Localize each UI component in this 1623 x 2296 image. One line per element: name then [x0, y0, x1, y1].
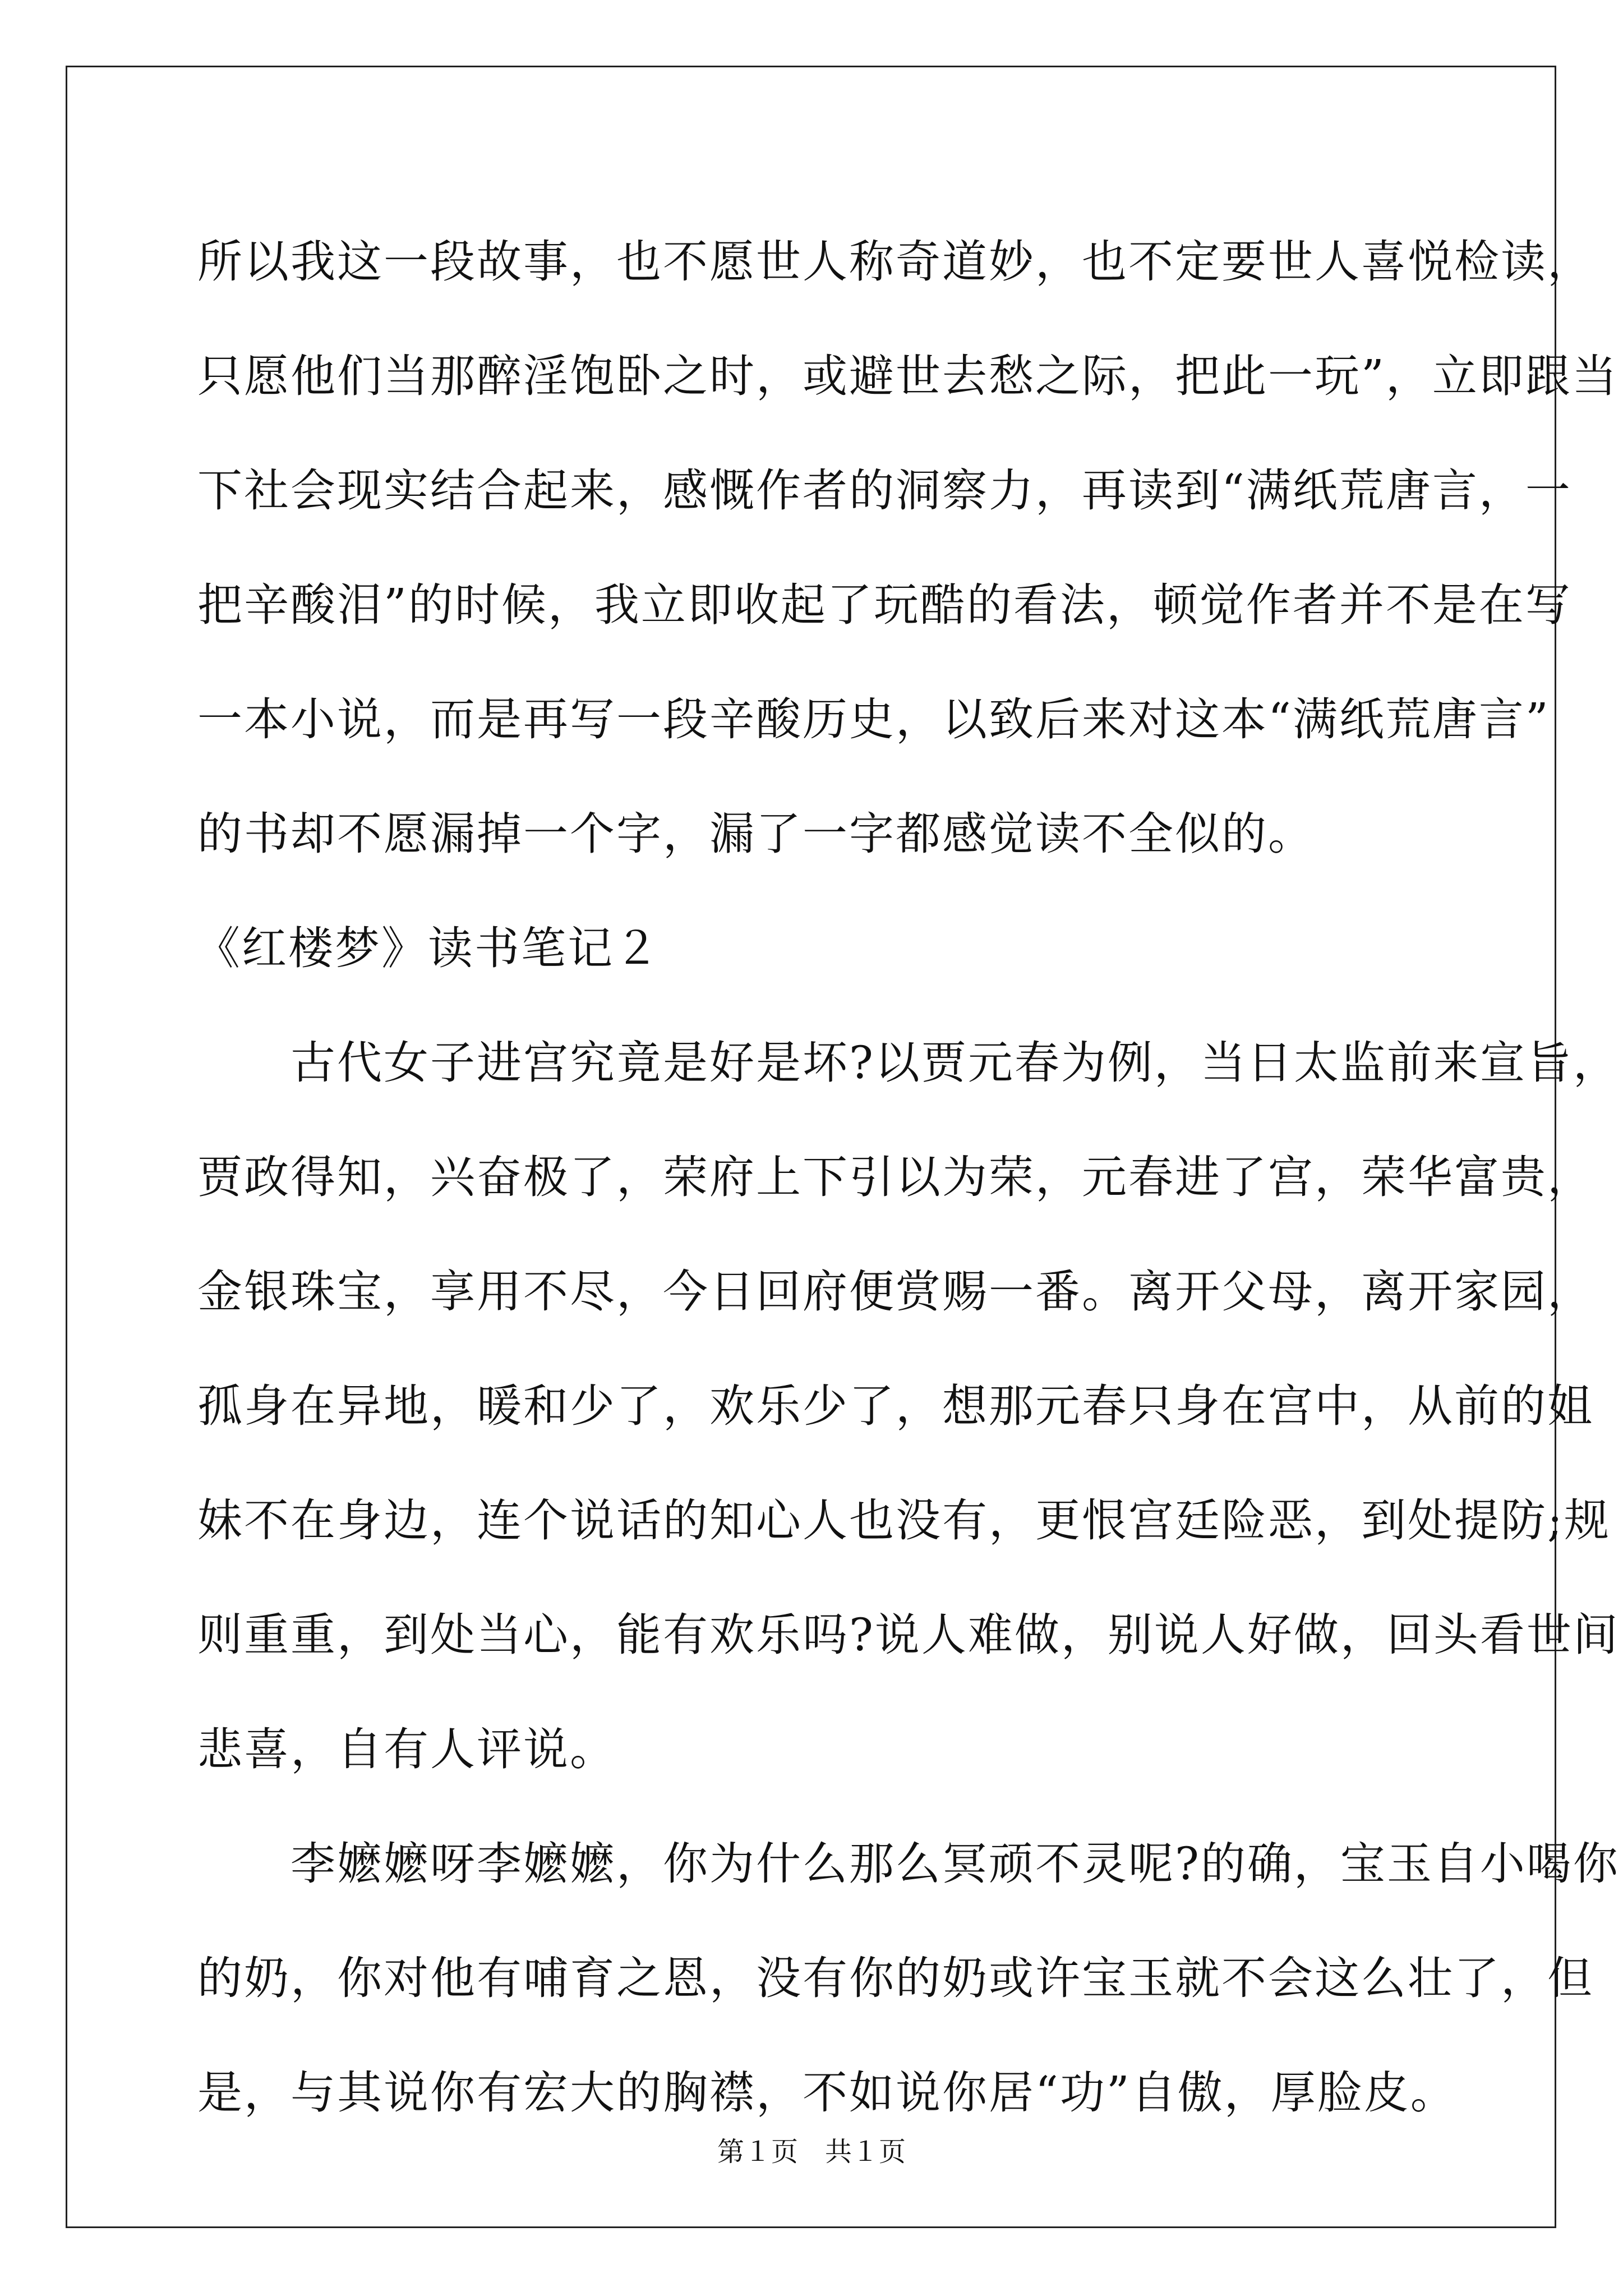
text-line: 贾政得知，兴奋极了，荣府上下引以为荣，元春进了宫，荣华富贵， [197, 1151, 1594, 1203]
text-line: 把辛酸泪”的时候，我立即收起了玩酷的看法，顿觉作者并不是在写 [197, 579, 1572, 631]
text-line: 则重重，到处当心，能有欢乐吗?说人难做，别说人好做，回头看世间 [197, 1609, 1620, 1661]
text-line: 是，与其说你有宏大的胸襟，不如说你居“功”自傲，厚脸皮。 [197, 2067, 1457, 2119]
section-heading: 《红楼梦》读书笔记２ [195, 922, 661, 974]
text-line: 下社会现实结合起来，感慨作者的洞察力，再读到“满纸荒唐言，一 [197, 464, 1572, 517]
text-line: 金银珠宝，享用不尽，今日回府便赏赐一番。离开父母，离开家园， [197, 1266, 1594, 1318]
text-line: 李嬷嬷呀李嬷嬷，你为什么那么冥顽不灵呢?的确，宝玉自小喝你 [197, 1838, 1620, 1890]
text-line: 的奶，你对他有哺育之恩，没有你的奶或许宝玉就不会这么壮了，但 [197, 1952, 1594, 2004]
text-line: 悲喜，自有人评说。 [197, 1723, 616, 1775]
text-line: 古代女子进宫究竟是好是坏?以贾元春为例，当日太监前来宣旨， [197, 1037, 1620, 1089]
text-line: 一本小说，而是再写一段辛酸历史，以致后来对这本“满纸荒唐言” [197, 693, 1550, 746]
paragraph-3 [197, 1807, 1620, 2150]
paragraph-2 [197, 1006, 1620, 1807]
paragraph-continued [197, 205, 1619, 891]
text-line: 孤身在异地，暖和少了，欢乐少了，想那元春只身在宫中，从前的姐 [197, 1380, 1594, 1432]
text-line: 所以我这一段故事，也不愿世人称奇道妙，也不定要世人喜悦检读， [197, 236, 1594, 288]
text-line: 只愿他们当那醉淫饱卧之时，或避世去愁之际，把此一玩”，立即跟当 [197, 350, 1619, 402]
page-number-footer: 第１页 共１页 [717, 2136, 906, 2168]
text-line: 的书却不愿漏掉一个字，漏了一字都感觉读不全似的。 [197, 808, 1315, 860]
document-body [195, 205, 1620, 2150]
text-line: 妹不在身边，连个说话的知心人也没有，更恨宫廷险恶，到处提防;规 [197, 1494, 1611, 1547]
